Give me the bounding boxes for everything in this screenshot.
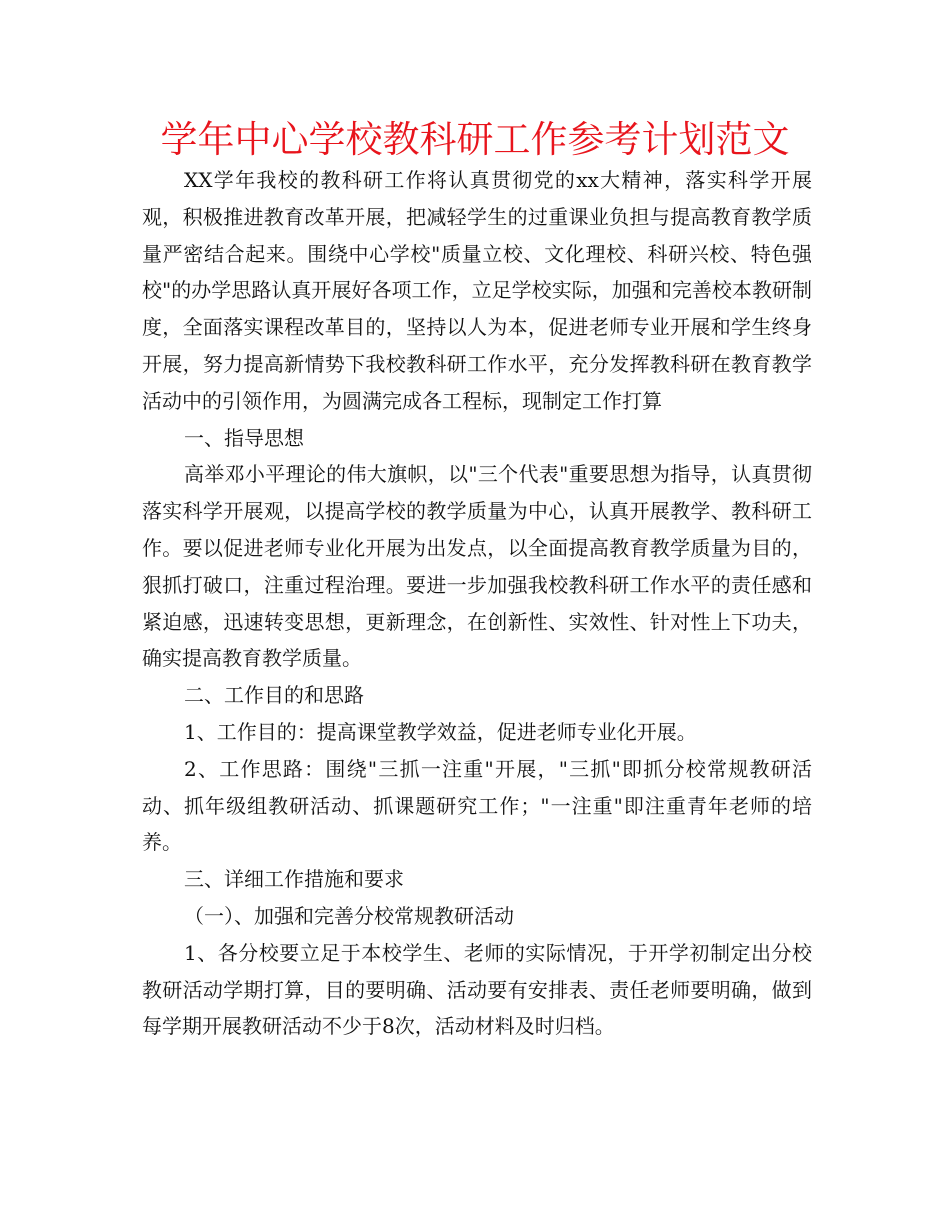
section-heading-guiding-thought: 一、指导思想 [184, 425, 304, 450]
approach-item: 2、工作思路：围绕"三抓一注重"开展，"三抓"即抓分校常规教研活动、抓年级组教研活动、抓课题研究工作；"一注重"即注重青年老师的培养。 [142, 756, 812, 855]
subsection-heading-branch-activities: （一）、加强和完善分校常规教研活动 [184, 903, 514, 928]
guiding-thought-paragraph: 高举邓小平理论的伟大旗帜，以"三个代表"重要思想为指导，认真贯彻落实科学开展观，以提高学校的教学质量为中心，认真开展教学、教科研工作。要以促进老师专业化开展为出发点，以全面提高教育教学质量为目的，狠抓打破口，注重过程治理。要进一步加强我校教科研工作水平的责任感和紧迫感，迅速转变思想，更新理念，在创新性、实效性、针对性上下功夫，确实提高教育教学质量。 [142, 462, 812, 671]
intro-paragraph: XX学年我校的教科研工作将认真贯彻党的xx大精神，落实科学开展观，积极推进教育改革开展，把减轻学生的过重课业负担与提高教育教学质量严密结合起来。围绕中心学校"质量立校、文化理校、科研兴校、特色强校"的办学思路认真开展好各项工作，立足学校实际，加强和完善校本教研制度，全面落实课程改革目的，坚持以人为本，促进老师专业开展和学生终身开展，努力提高新情势下我校教科研工作水平，充分发挥教科研在教育教学活动中的引领作用，为圆满完成各工程标，现制定工作打算 [142, 168, 812, 413]
section-heading-measures: 三、详细工作措施和要求 [184, 867, 404, 892]
goal-item: 1、工作目的：提高课堂教学效益，促进老师专业化开展。 [184, 719, 697, 744]
measure-item: 1、各分校要立足于本校学生、老师的实际情况，于开学初制定出分校教研活动学期打算，目的要明确、活动要有安排表、责任老师要明确，做到每学期开展教研活动不少于8次，活动材料及时归档。 [142, 940, 812, 1039]
document-title: 学年中心学校教科研工作参考计划范文 [160, 118, 790, 161]
section-heading-goals-and-approach: 二、工作目的和思路 [184, 683, 364, 708]
document-body [142, 162, 812, 1045]
